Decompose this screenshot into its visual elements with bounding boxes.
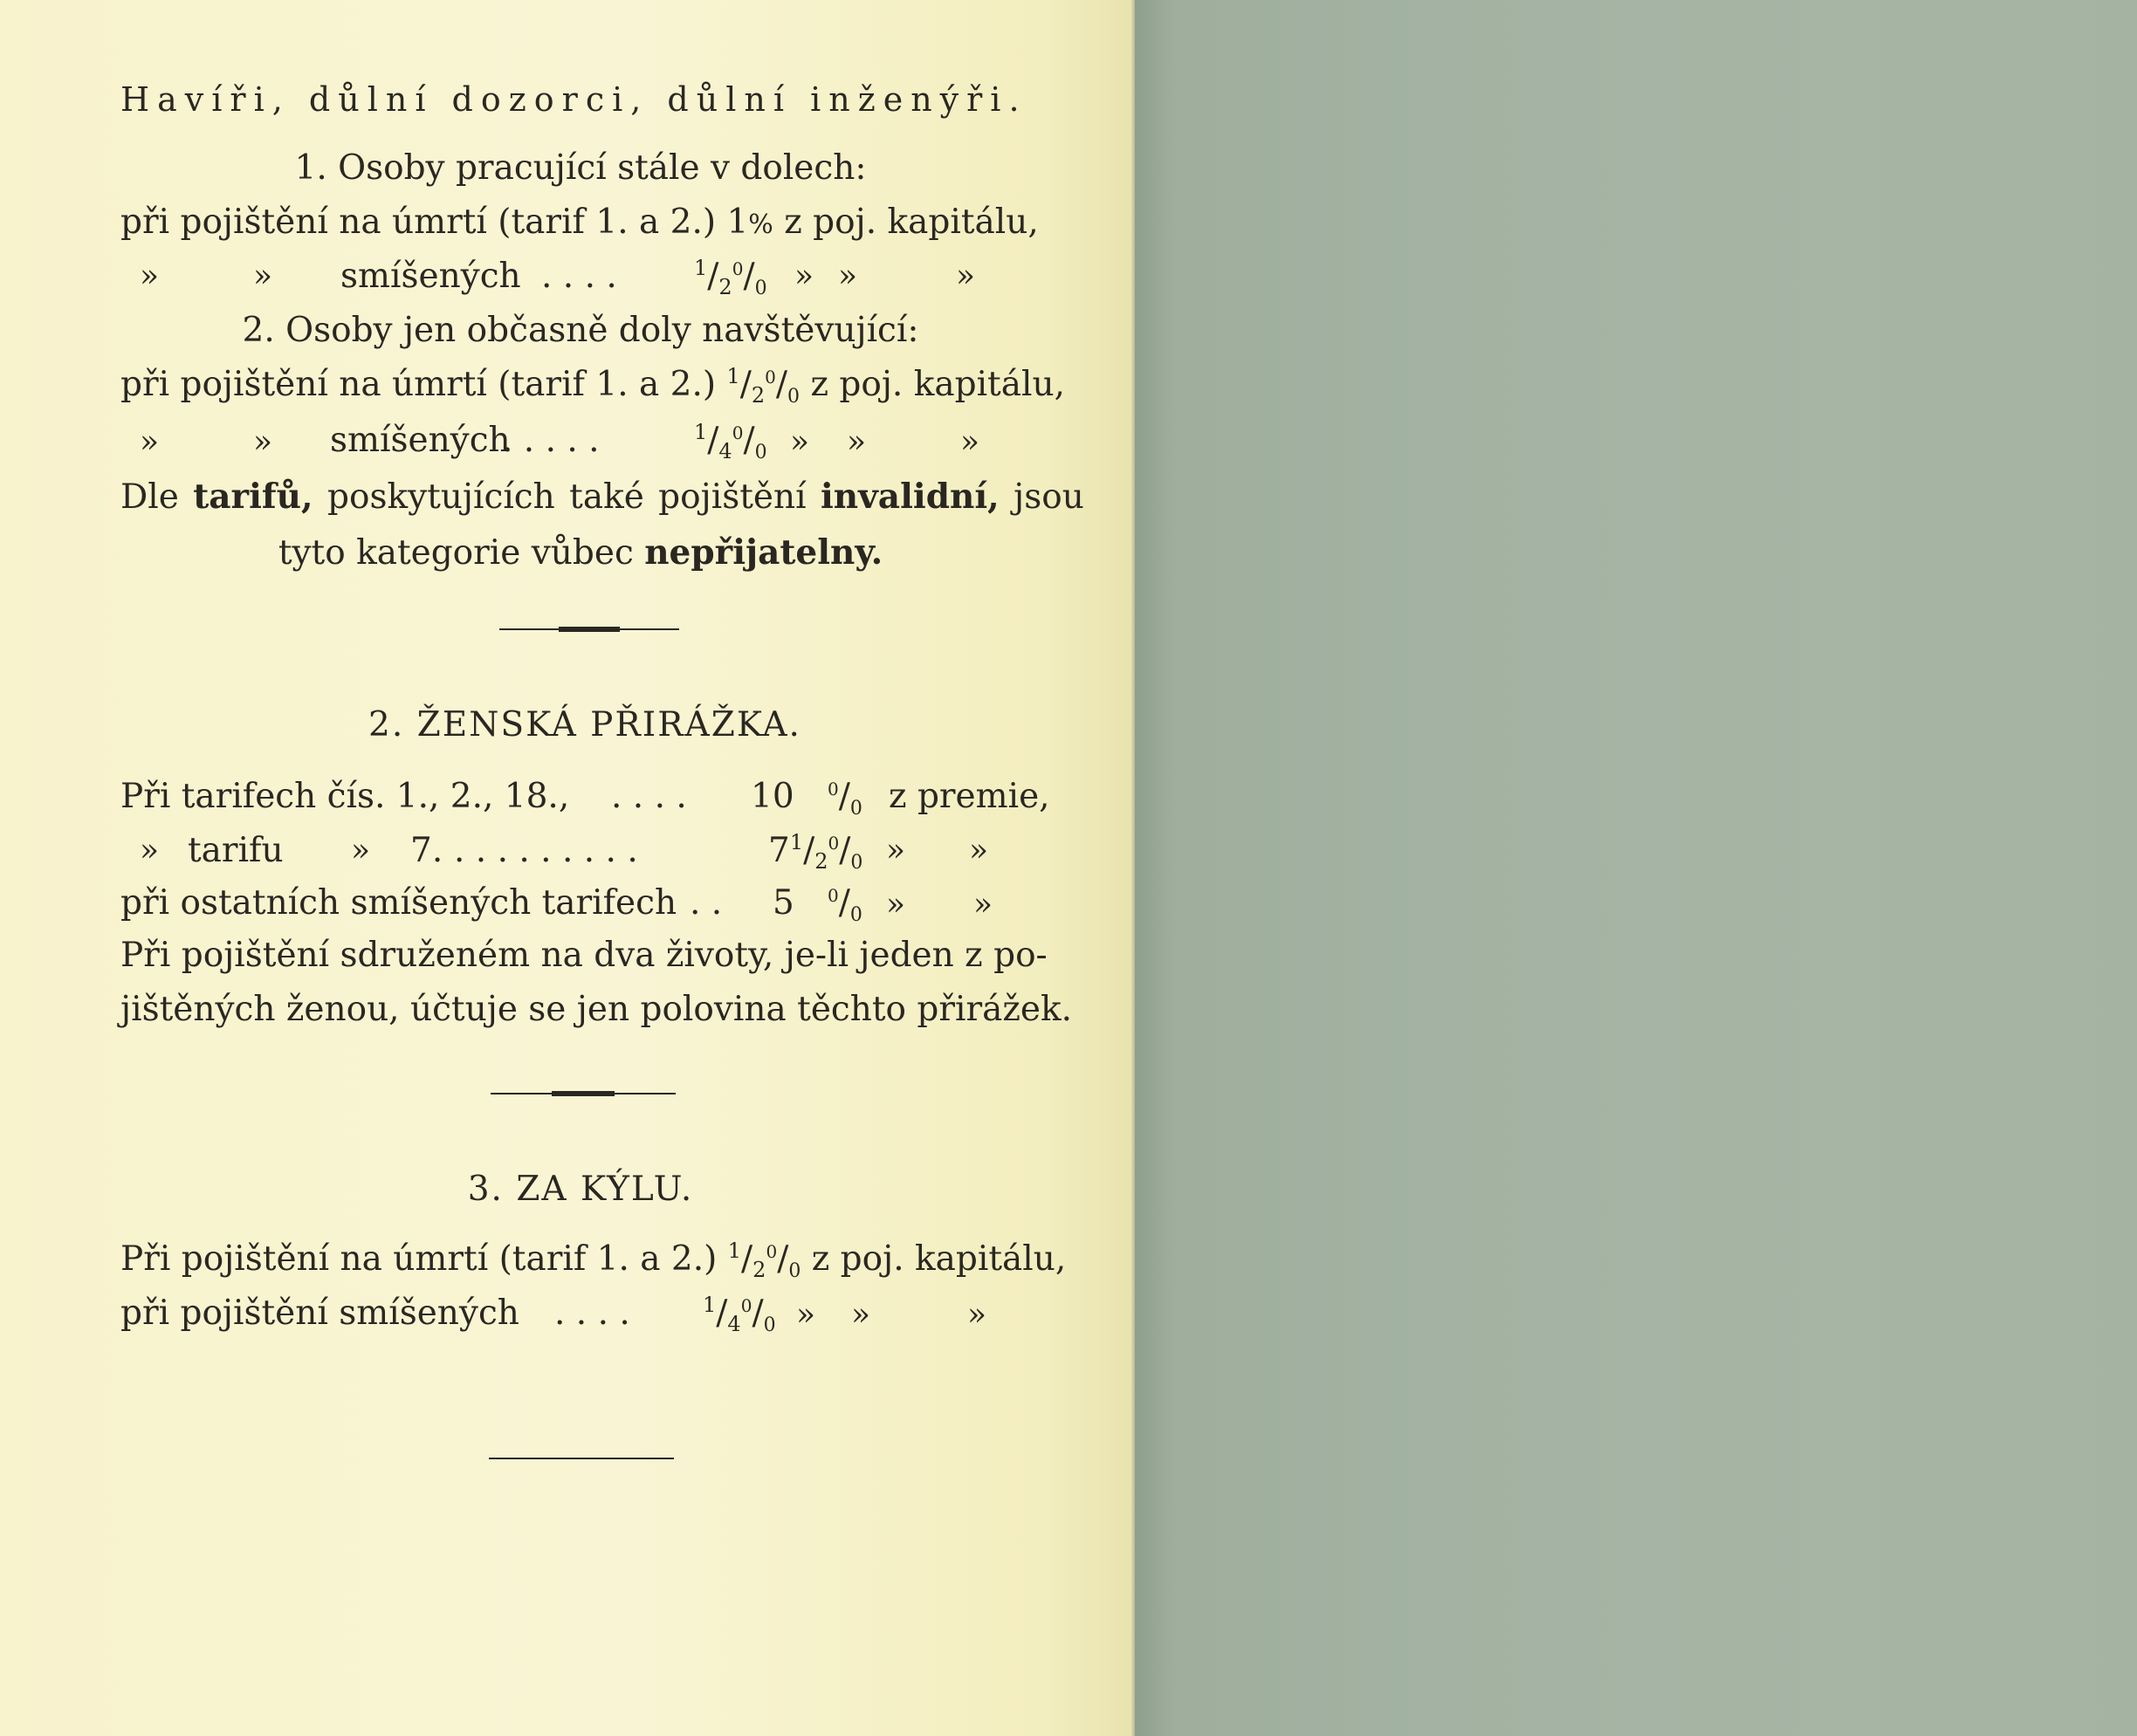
section2-title: 2. ŽENSKÁ PŘIRÁŽKA. [368, 705, 801, 744]
row-text: při pojištění na úmrtí (tarif 1. a 2.) [120, 202, 717, 242]
ditto-mark: » [796, 1297, 816, 1333]
section1-sub2-row1 [120, 364, 1065, 408]
percent: $^0/_0$ [828, 777, 862, 820]
section1-title: Havíři, důlní dozorci, důlní inženýři. [120, 80, 1027, 119]
section2-note-line2: jištěných ženou, účtuje se jen polovina těchto přirážek. [120, 990, 1073, 1029]
ditto-mark: » [886, 887, 906, 923]
section1-sub1-row1 [120, 202, 1039, 242]
ditto-mark: » [956, 258, 976, 294]
ditto-mark: » [886, 833, 906, 868]
ditto-mark: » [140, 424, 160, 460]
leader-dots: . . . . [541, 257, 617, 296]
ditto-mark: » [140, 833, 160, 868]
row-tail: z poj. kapitálu, [810, 365, 1065, 404]
fraction: $^1/_4^0/_0$ [703, 1293, 776, 1336]
row-tail: z premie, [889, 777, 1050, 816]
row-text: při pojištění na úmrtí (tarif 1. a 2.) [120, 365, 717, 404]
leader-dots: . . . . . . . . . [454, 831, 638, 870]
ditto-mark: » [140, 258, 160, 294]
divider-line [489, 1454, 674, 1463]
row-tail: z poj. kapitálu, [811, 1239, 1067, 1279]
green-cover-paper [1135, 0, 2137, 1736]
fraction: $^1/_2^0/_0$ [726, 364, 801, 408]
percent: % [748, 209, 773, 240]
leader-dots: . . [690, 883, 723, 923]
row-text: smíšených [330, 421, 511, 460]
percent: $^0/_0$ [828, 883, 862, 926]
ditto-mark: » [253, 258, 273, 294]
leader-dots: . . . . . [502, 421, 600, 460]
ditto-mark: » [351, 833, 371, 868]
ditto-mark: » [967, 1297, 987, 1333]
ditto-mark: » [973, 887, 993, 923]
fraction: $^1/_2^0/_0$ [694, 256, 767, 299]
section3-title: 3. ZA KÝLU. [467, 1170, 694, 1209]
row-text: Při tarifech čís. 1., 2., 18., [120, 777, 570, 816]
fraction: $^1/_4^0/_0$ [694, 420, 767, 463]
section2-note-line1: Při pojištění sdruženém na dva životy, je-li jeden z po- [120, 936, 1048, 975]
row-text: smíšených [340, 257, 521, 296]
ditto-mark: » [794, 258, 814, 294]
ditto-mark: » [851, 1297, 871, 1333]
row-text: Při pojištění na úmrtí (tarif 1. a 2.) [120, 1239, 718, 1279]
leader-dots: . . . . [554, 1293, 630, 1333]
fraction: $^1/_2^0/_0$ [727, 1239, 801, 1282]
section1-note-line1: Dle tarifů, poskytujících také pojištění invalidní, jsou [120, 477, 1084, 517]
row-text: při ostatních smíšených tarifech [120, 883, 677, 923]
divider-ornament [491, 1089, 676, 1098]
fraction: $7^1/_2^0/_0$ [768, 830, 863, 874]
value: 10 [751, 777, 794, 816]
row-text: tarifu [188, 831, 284, 870]
ditto-mark: » [253, 424, 273, 460]
ditto-mark: » [960, 424, 980, 460]
divider-ornament [499, 625, 679, 634]
ditto-mark: » [969, 833, 989, 868]
section3-row1 [120, 1239, 1067, 1282]
ditto-mark: » [847, 424, 867, 460]
leader-dots: . . . . [611, 777, 687, 816]
section1-sub1-title: 1. Osoby pracující stále v dolech: [294, 148, 867, 188]
value: 5 [773, 883, 794, 923]
ditto-mark: » [790, 424, 810, 460]
ditto-mark: » [838, 258, 858, 294]
tariff-number: 7. [410, 831, 443, 870]
row-tail: z poj. kapitálu, [784, 202, 1039, 242]
rate: 1 [726, 202, 749, 242]
section1-sub2-title: 2. Osoby jen občasně doly navštěvující: [242, 311, 919, 350]
row-text: při pojištění smíšených [120, 1293, 519, 1333]
section1-note-line2: tyto kategorie vůbec nepřijatelny. [278, 532, 883, 573]
